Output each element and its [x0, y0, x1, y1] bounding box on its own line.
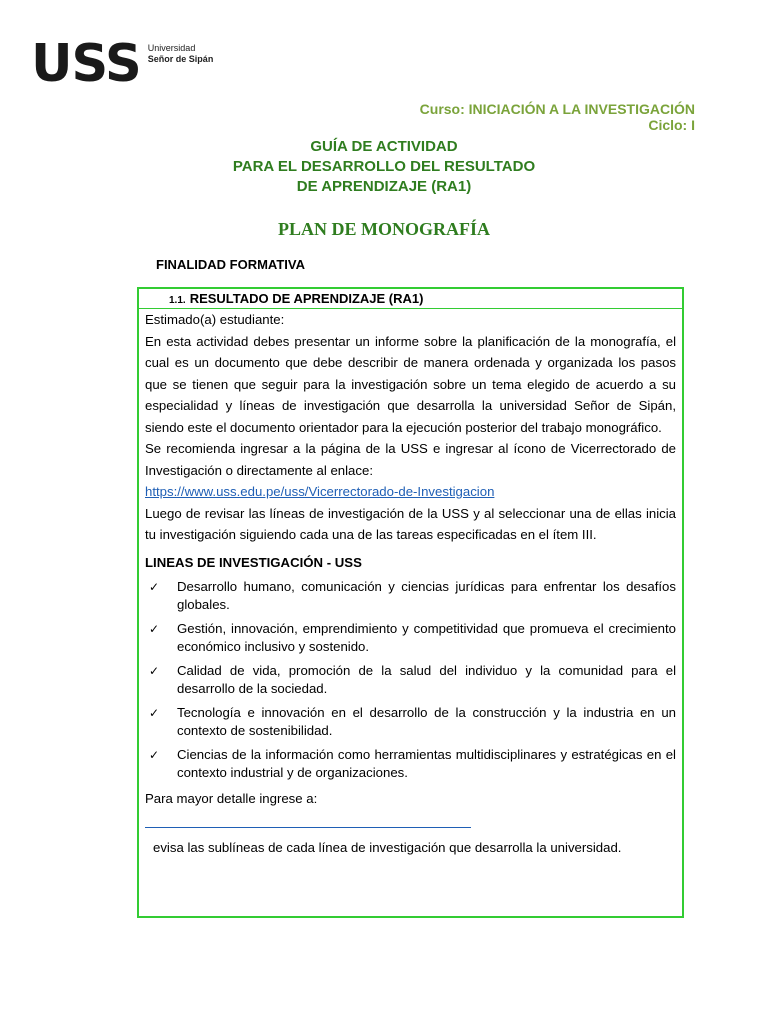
box-content [139, 309, 682, 858]
vicerrectorado-link[interactable]: https://www.uss.edu.pe/uss/Vicerrectorado-de-Investigacion [145, 484, 495, 499]
list-item-text: Ciencias de la información como herramientas multidisciplinares y estratégicas en el contexto industrial y de organizaciones. [177, 747, 676, 780]
check-icon: ✓ [149, 664, 160, 678]
recommendation-paragraph: Se recomienda ingresar a la página de la USS e ingresar al ícono de Vicerrectorado de Investigación o directamente al enlace: [145, 441, 676, 478]
check-icon: ✓ [149, 748, 160, 762]
course-name: Curso: INICIACIÓN A LA INVESTIGACIÓN [419, 101, 695, 117]
list-item [145, 620, 676, 656]
list-item-text: Calidad de vida, promoción de la salud del individuo y la comunidad para el desarrollo de la sociedad. [177, 663, 676, 696]
guide-line-2: PARA EL DESARROLLO DEL RESULTADO [232, 158, 536, 175]
guide-line-3: DE APRENDIZAJE (RA1) [296, 178, 472, 195]
box-header-number: 1.1. [169, 295, 186, 306]
research-lines-title: LINEAS DE INVESTIGACIÓN - USS [145, 554, 362, 570]
learning-outcome-box [137, 287, 684, 918]
instructions-paragraph: Luego de revisar las líneas de investigación de la USS y al seleccionar una de ellas inicia tu investigación siguiendo cada una de las tareas especificadas en el ítem III. [145, 505, 676, 542]
list-item [145, 662, 676, 698]
check-icon: ✓ [149, 706, 160, 720]
guide-title [0, 137, 768, 197]
course-header [420, 101, 695, 133]
list-item-text: Gestión, innovación, emprendimiento y competitividad que promueva el crecimiento económico inclusivo y sostenido. [177, 621, 676, 654]
review-sublines-text: evisa las sublíneas de cada línea de investigación que desarrolla la universidad. [153, 839, 622, 855]
list-item-text: Tecnología e innovación en el desarrollo de la construcción y la industria en un contexto de sostenibilidad. [177, 705, 676, 738]
list-item [145, 578, 676, 614]
logo-line2: Señor de Sipán [147, 54, 214, 64]
box-header-title: RESULTADO DE APRENDIZAJE (RA1) [189, 291, 424, 306]
logo-line1: Universidad [147, 43, 196, 53]
more-details-text: Para mayor detalle ingrese a: [145, 791, 318, 806]
check-icon: ✓ [149, 622, 160, 636]
list-item-text: Desarrollo humano, comunicación y ciencias jurídicas para enfrentar los desafíos globales. [177, 579, 676, 612]
check-icon: ✓ [149, 580, 160, 594]
box-header [139, 289, 682, 309]
list-item [145, 704, 676, 740]
intro-paragraph: En esta actividad debes presentar un informe sobre la planificación de la monografía, el cual es un documento que debe describir de manera ordenada y organizada los pasos que se tienen que seguir para la investigación sobre un tema elegido de acuerdo a su especialidad y líneas de investigación que desarrolla la universidad Señor de Sipán, siendo este el documento orientador para la ejecución posterior del trabajo monográfico. [145, 333, 676, 435]
plan-title: PLAN DE MONOGRAFÍA [278, 219, 490, 239]
greeting: Estimado(a) estudiante: [145, 312, 285, 327]
list-item [145, 746, 676, 782]
uss-logo [30, 34, 214, 94]
link-underline[interactable] [145, 826, 471, 828]
logo-mark: USS [31, 34, 141, 94]
course-cycle: Ciclo: I [648, 117, 695, 133]
logo-text [148, 43, 214, 65]
section-heading: FINALIDAD FORMATIVA [156, 257, 305, 272]
guide-line-1: GUÍA DE ACTIVIDAD [310, 138, 458, 155]
research-lines-list [145, 578, 676, 782]
